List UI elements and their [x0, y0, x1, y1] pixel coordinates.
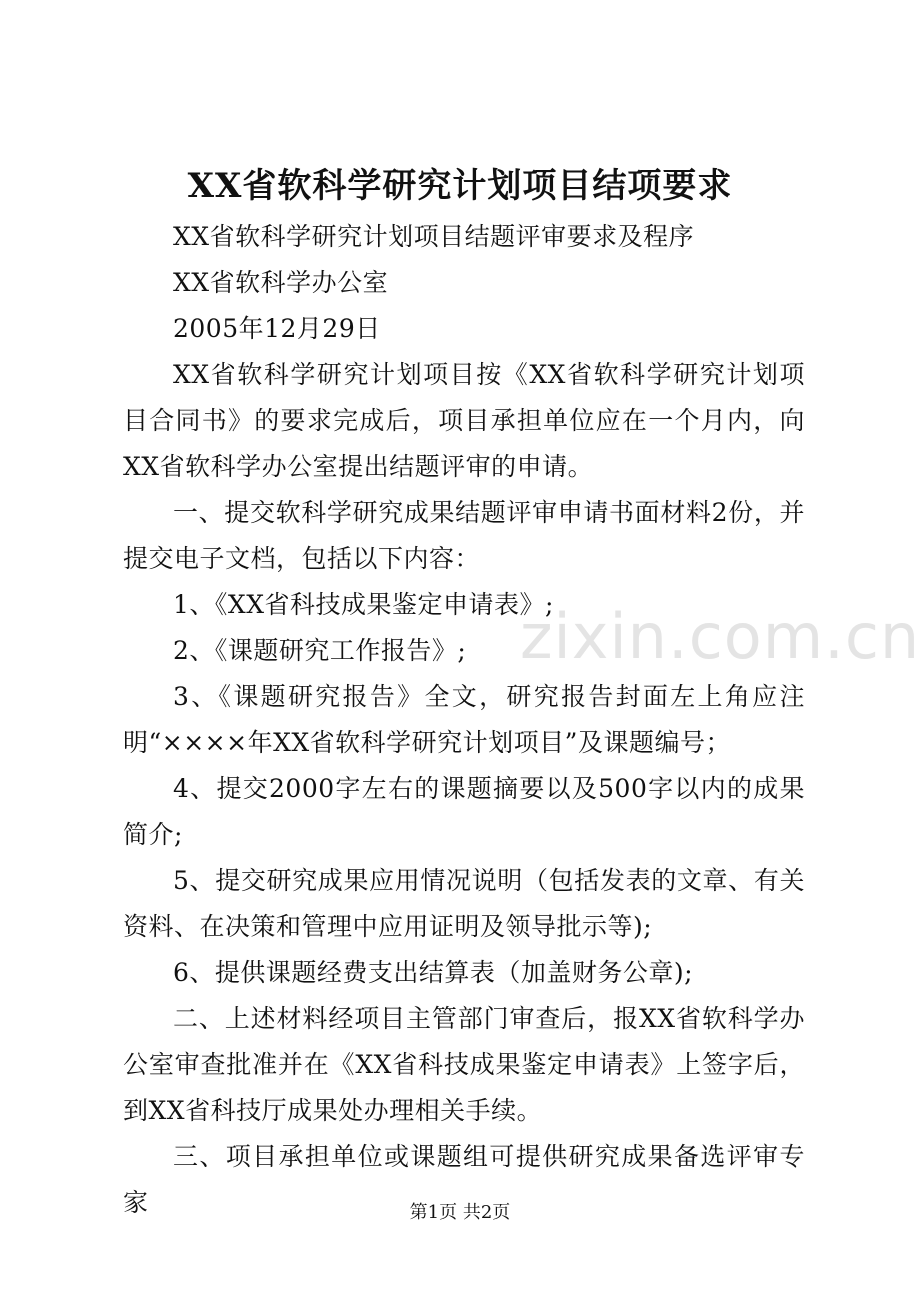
paragraph-intro: XX省软科学研究计划项目按《XX省软科学研究计划项目合同书》的要求完成后，项目承担单位应在一个月内，向XX省软科学办公室提出结题评审的申请。 — [123, 360, 805, 481]
watermark: zixin.com.cn — [520, 600, 920, 673]
list-item: 4、提交2000字左右的课题摘要以及500字以内的成果简介; — [123, 774, 805, 849]
paragraph-section-1: 一、提交软科学研究成果结题评审申请书面材料2份，并提交电子文档，包括以下内容： — [123, 498, 805, 573]
paragraph-section-3: 三、项目承担单位或课题组可提供研究成果备选评审专家 — [123, 1142, 805, 1217]
list-item: 2、《课题研究工作报告》; — [173, 636, 467, 665]
list-item: 5、提交研究成果应用情况说明（包括发表的文章、有关资料、在决策和管理中应用证明及领导批示等); — [123, 866, 805, 941]
list-item: 3、《课题研究报告》全文，研究报告封面左上角应注明“××××年XX省软科学研究计划项目”及课题编号； — [123, 682, 805, 757]
document-title: XX省软科学研究计划项目结项要求 — [187, 166, 733, 206]
paragraph-date: 2005年12月29日 — [173, 314, 381, 343]
list-item: 6、提供课题经费支出结算表（加盖财务公章); — [173, 958, 694, 987]
page-indicator: 第1页 共2页 — [409, 1202, 511, 1223]
paragraph-issuer: XX省软科学办公室 — [173, 268, 389, 297]
paragraph-subtitle: XX省软科学研究计划项目结题评审要求及程序 — [173, 222, 695, 251]
paragraph-section-2: 二、上述材料经项目主管部门审查后，报XX省软科学办公室审查批准并在《XX省科技成果鉴定申请表》上签字后，到XX省科技厅成果处办理相关手续。 — [123, 1004, 805, 1125]
document-body — [123, 214, 805, 1226]
list-item: 1、《XX省科技成果鉴定申请表》; — [173, 590, 554, 619]
